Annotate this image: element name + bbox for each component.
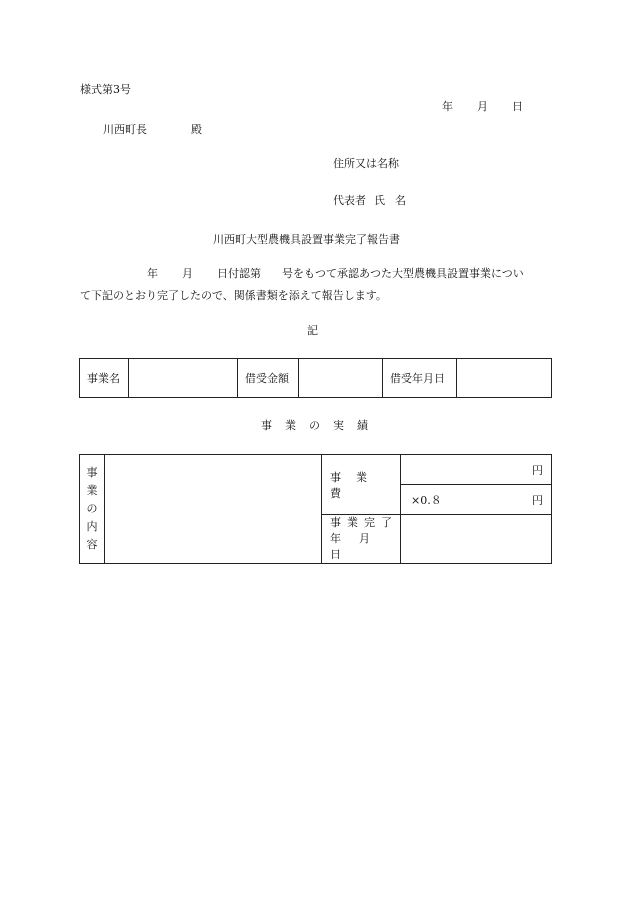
content-label-char: 容	[86, 538, 98, 551]
completion-label-line2: 年月日	[330, 532, 388, 561]
summary-table	[79, 358, 552, 398]
completion-label-line1: 事業完了	[330, 516, 398, 529]
body-year: 年	[147, 267, 158, 280]
cost-ratio-label: ×0.８	[411, 493, 442, 507]
form-number: 様式第3号	[80, 83, 131, 96]
document-title: 川西町大型農機具設置事業完了報告書	[213, 233, 400, 246]
content-label-char: 業	[86, 484, 98, 497]
content-field[interactable]	[105, 455, 322, 564]
cost-ratio-yen-unit: 円	[532, 493, 543, 507]
cost-ratio-field[interactable]	[401, 485, 552, 515]
results-table	[79, 454, 552, 564]
content-label	[80, 455, 105, 564]
loan-amount-field[interactable]	[299, 359, 383, 398]
completion-date-label	[322, 515, 401, 564]
loan-amount-label: 借受金額	[238, 359, 299, 398]
addressee-name: 川西町長	[103, 123, 147, 136]
applicant-address-label: 住所又は名称	[333, 157, 399, 170]
date-day-label: 日	[512, 100, 523, 113]
content-label-char: の	[86, 502, 98, 515]
content-label-char: 内	[86, 520, 98, 533]
cost-yen-unit: 円	[532, 463, 543, 477]
ki-heading: 記	[307, 324, 318, 337]
addressee-suffix: 殿	[191, 123, 202, 136]
cost-label: 事業費	[322, 455, 401, 515]
cost-field[interactable]	[401, 455, 552, 485]
date-year-label: 年	[442, 100, 453, 113]
date-month-label: 月	[477, 100, 488, 113]
completion-date-field[interactable]	[401, 515, 552, 564]
loan-date-field[interactable]	[457, 359, 552, 398]
addressee	[103, 124, 202, 135]
body-line-1	[147, 268, 524, 279]
content-label-char: 事	[86, 466, 98, 479]
project-name-field[interactable]	[129, 359, 238, 398]
loan-date-label: 借受年月日	[383, 359, 457, 398]
body-month: 月	[182, 267, 193, 280]
section-title: 事業の実績	[261, 419, 381, 432]
representative-label	[333, 195, 406, 206]
project-name-label: 事業名	[80, 359, 129, 398]
body-approval-2: 号をもつて承認あつた大型農機具設置事業につい	[282, 267, 524, 280]
rep-label-part: 名	[395, 194, 406, 207]
rep-label-part: 代表者	[333, 194, 366, 207]
report-date	[442, 101, 523, 112]
rep-label-part: 氏	[374, 194, 385, 207]
body-line-2: て下記のとおり完了したので、関係書類を添えて報告します。	[80, 289, 387, 302]
body-approval-1: 日付認第	[217, 267, 261, 280]
